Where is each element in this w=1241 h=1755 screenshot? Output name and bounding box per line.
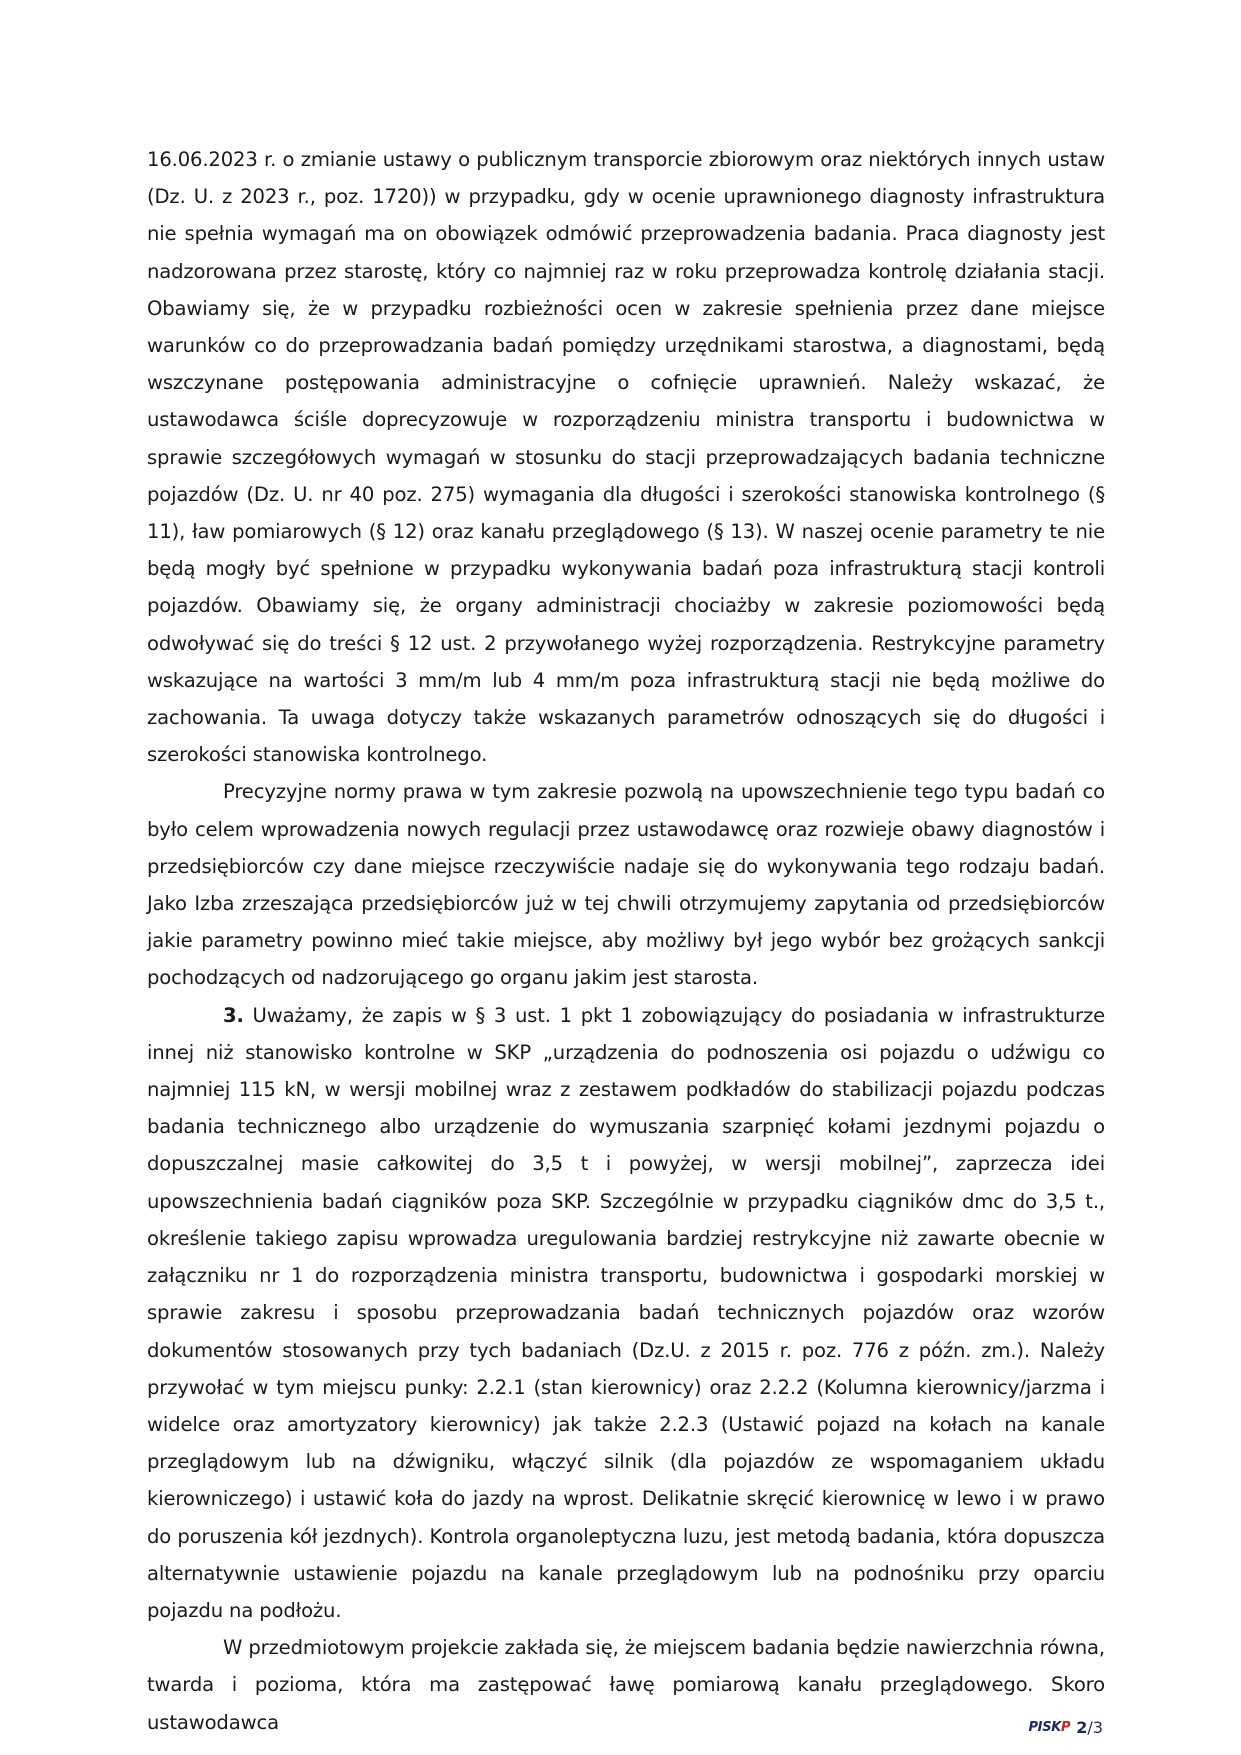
logo-main-text: PISK: [1028, 1719, 1062, 1735]
paragraph-3-number: 3.: [223, 1003, 244, 1027]
document-body: [147, 141, 1105, 1741]
paragraph-1-text: 16.06.2023 r. o zmianie ustawy o publicznym transporcie zbiorowym oraz niektórych innych ustaw (Dz. U. z 2023 r., poz. 1720)) w przypadku, gdy w ocenie uprawnionego diagnosty infrastruktura nie spełnia wymagań ma on obowiązek odmówić przeprowadzenia badania. Praca diagnosty jest nadzorowana przez starostę, który co najmniej raz w roku przeprowadza kontrolę działania stacji. Obawiamy się, że w przypadku rozbieżności ocen w zakresie spełnienia przez dane miejsce warunków co do przeprowadzania badań pomiędzy urzędnikami starostwa, a diagnostami, będą wszczynane postępowania administracyjne o cofnięcie uprawnień. Należy wskazać, że ustawodawca ściśle doprecyzowuje w rozporządzeniu ministra transportu i budownictwa w sprawie szczegółowych wymagań w stosunku do stacji przeprowadzających badania techniczne pojazdów (Dz. U. nr 40 poz. 275) wymagania dla długości i szerokości stanowiska kontrolnego (§ 11), ław pomiarowych (§ 12) oraz kanału przeglądowego (§ 13). W naszej ocenie parametry te nie będą mogły być spełnione w przypadku wykonywania badań poza infrastrukturą stacji kontroli pojazdów. Obawiamy się, że organy administracji chociażby w zakresie poziomowości będą odwoływać się do treści § 12 ust. 2 przywołanego wyżej rozporządzenia. Restrykcyjne parametry wskazujące na wartości 3 mm/m lub 4 mm/m poza infrastrukturą stacji nie będą możliwe do zachowania. Ta uwaga dotyczy także wskazanych parametrów odnoszących się do długości i szerokości stanowiska kontrolnego.: [147, 148, 1105, 767]
page-number-current: 2: [1076, 1717, 1088, 1737]
page-number-separator: /: [1087, 1717, 1093, 1737]
paragraph-3-text: Uważamy, że zapis w § 3 ust. 1 pkt 1 zobowiązujący do posiadania w infrastrukturze innej niż stanowisko kontrolne w SKP „urządzenia do podnoszenia osi pojazdu o udźwigu co najmniej 115 kN, w wersji mobilnej wraz z zestawem podkładów do stabilizacji pojazdu podczas badania technicznego albo urządzenie do wymuszania szarpnięć kołami jezdnymi pojazdu o dopuszczalnej masie całkowitej do 3,5 t i powyżej, w wersji mobilnej”, zaprzecza idei upowszechnienia badań ciągników poza SKP. Szczególnie w przypadku ciągników dmc do 3,5 t., określenie takiego zapisu wprowadza uregulowania bardziej restrykcyjne niż zawarte obecnie w załączniku nr 1 do rozporządzenia ministra transportu, budownictwa i gospodarki morskiej w sprawie zakresu i sposobu przeprowadzania badań technicznych pojazdów oraz wzorów dokumentów stosowanych przy tych badaniach (Dz.U. z 2015 r. poz. 776 z późn. zm.). Należy przywołać w tym miejscu punky: 2.2.1 (stan kierownicy) oraz 2.2.2 (Kolumna kierownicy/jarzma i widelce oraz amortyzatory kierownicy) jak także 2.2.3 (Ustawić pojazd na kołach na kanale przeglądowym lub na dźwigniku, włączyć silnik (dla pojazdów ze wspomaganiem układu kierowniczego) i ustawić koła do jazdy na wprost. Delikatnie skręcić kierownicę w lewo i w prawo do poruszenia kół jezdnych). Kontrola organoleptyczna luzu, jest metodą badania, która dopuszcza alternatywnie ustawienie pojazdu na kanale przeglądowym lub na podnośniku przy oparciu pojazdu na podłożu.: [147, 1003, 1105, 1622]
paragraph-2: [147, 773, 1105, 996]
paragraph-3: [147, 997, 1105, 1629]
page-footer: [1028, 1716, 1103, 1738]
paragraph-2-text: Precyzyjne normy prawa w tym zakresie pozwolą na upowszechnienie tego typu badań co było celem wprowadzenia nowych regulacji przez ustawodawcę oraz rozwieje obawy diagnostów i przedsiębiorców czy dane miejsce rzeczywiście nadaje się do wykonywania tego rodzaju badań. Jako Izba zrzeszająca przedsiębiorców już w tej chwili otrzymujemy zapytania od przedsiębiorców jakie parametry powinno mieć takie miejsce, aby możliwy był jego wybór bez grożących sankcji pochodzących od nadzorującego go organu jakim jest starosta.: [147, 780, 1105, 990]
piskp-logo: [1028, 1720, 1070, 1735]
paragraph-1: [147, 141, 1105, 773]
logo-accent-text: P: [1061, 1719, 1071, 1735]
paragraph-4: [147, 1629, 1105, 1741]
page-number-total: 3: [1092, 1717, 1103, 1737]
page-number: [1076, 1718, 1103, 1737]
paragraph-4-text: W przedmiotowym projekcie zakłada się, że miejscem badania będzie nawierzchnia równa, twarda i pozioma, która ma zastępować ławę pomiarową kanału przeglądowego. Skoro ustawodawca: [147, 1636, 1105, 1734]
